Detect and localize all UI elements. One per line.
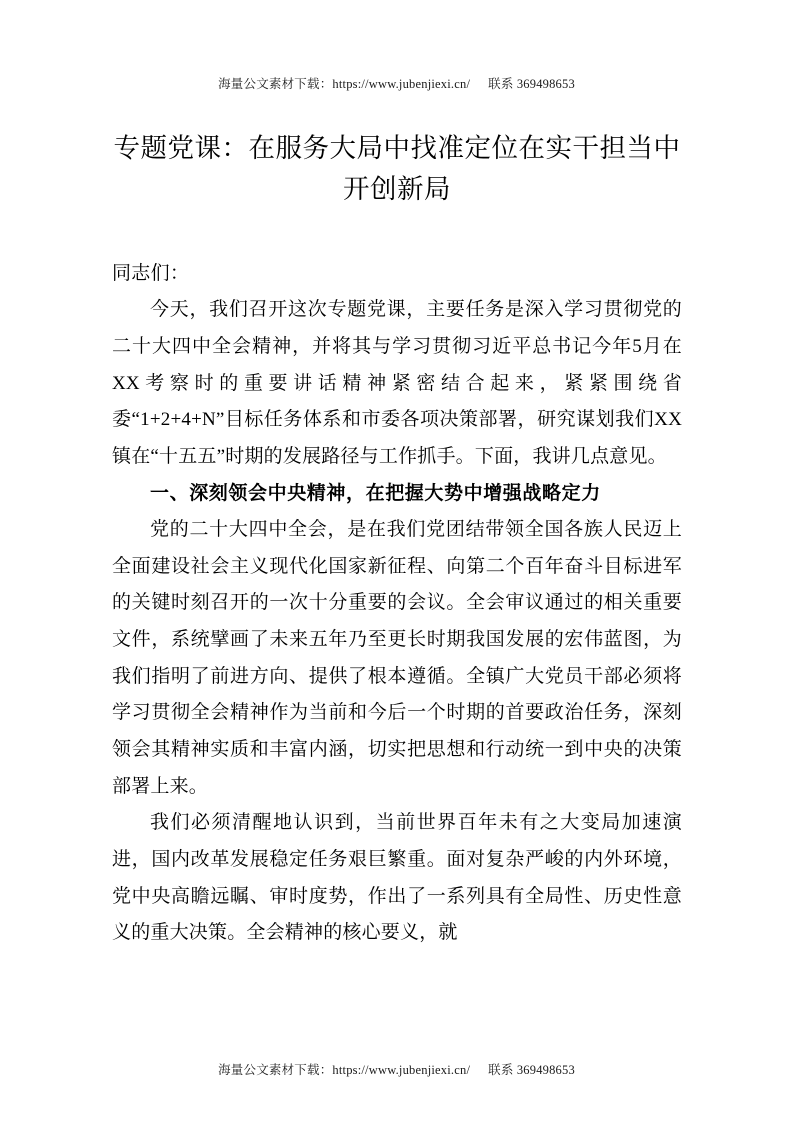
footer-watermark-note bbox=[0, 1060, 793, 1078]
section-heading: 一、深刻领会中央精神，在把握大势中增强战略定力 bbox=[150, 482, 601, 504]
header-note-link[interactable]: https://www.jubenjiexi.cn/ bbox=[332, 77, 471, 91]
body-paragraph: 我们必须清醒地认识到，当前世界百年未有之大变局加速演进，国内改革发展稳定任务艰巨繁重。面对复杂严峻的内外环境，党中央高瞻远瞩、审时度势，作出了一系列具有全局性、历史性意义的重大决策。全会精神的核心要义，就 bbox=[112, 812, 682, 944]
footer-note-contact: 联系 369498653 bbox=[488, 1063, 575, 1077]
document-content bbox=[112, 128, 682, 952]
footer-note-text: 海量公文素材下载： bbox=[218, 1063, 333, 1077]
footer-note-link[interactable]: https://www.jubenjiexi.cn/ bbox=[332, 1063, 471, 1077]
header-watermark-note bbox=[0, 74, 793, 92]
body-paragraph: 党的二十大四中全会，是在我们党团结带领全国各族人民迈上全面建设社会主义现代化国家新征程、向第二个百年奋斗目标进军的关键时刻召开的一次十分重要的会议。全会审议通过的相关重要文件，系统擘画了未来五年乃至更长时期我国发展的宏伟蓝图，为我们指明了前进方向、提供了根本遵循。全镇广大党员干部必须将学习贯彻全会精神作为当前和今后一个时期的首要政治任务，深刻领会其精神实质和丰富内涵，切实把思想和行动统一到中央的决策部署上来。 bbox=[112, 519, 682, 797]
page-title: 专题党课：在服务大局中找准定位在实干担当中开创新局 bbox=[113, 133, 681, 205]
header-note-text: 海量公文素材下载： bbox=[218, 77, 333, 91]
salutation: 同志们： bbox=[112, 263, 190, 285]
body-paragraph: 今天，我们召开这次专题党课，主要任务是深入学习贯彻党的二十大四中全会精神，并将其与学习贯彻习近平总书记今年5月在XX考察时的重要讲话精神紧密结合起来，紧紧围绕省委“1+2+4+N”目标任务体系和市委各项决策部署，研究谋划我们XX镇在“十五五”时期的发展路径与工作抓手。下面，我讲几点意见。 bbox=[112, 299, 682, 467]
header-note-contact: 联系 369498653 bbox=[488, 77, 575, 91]
